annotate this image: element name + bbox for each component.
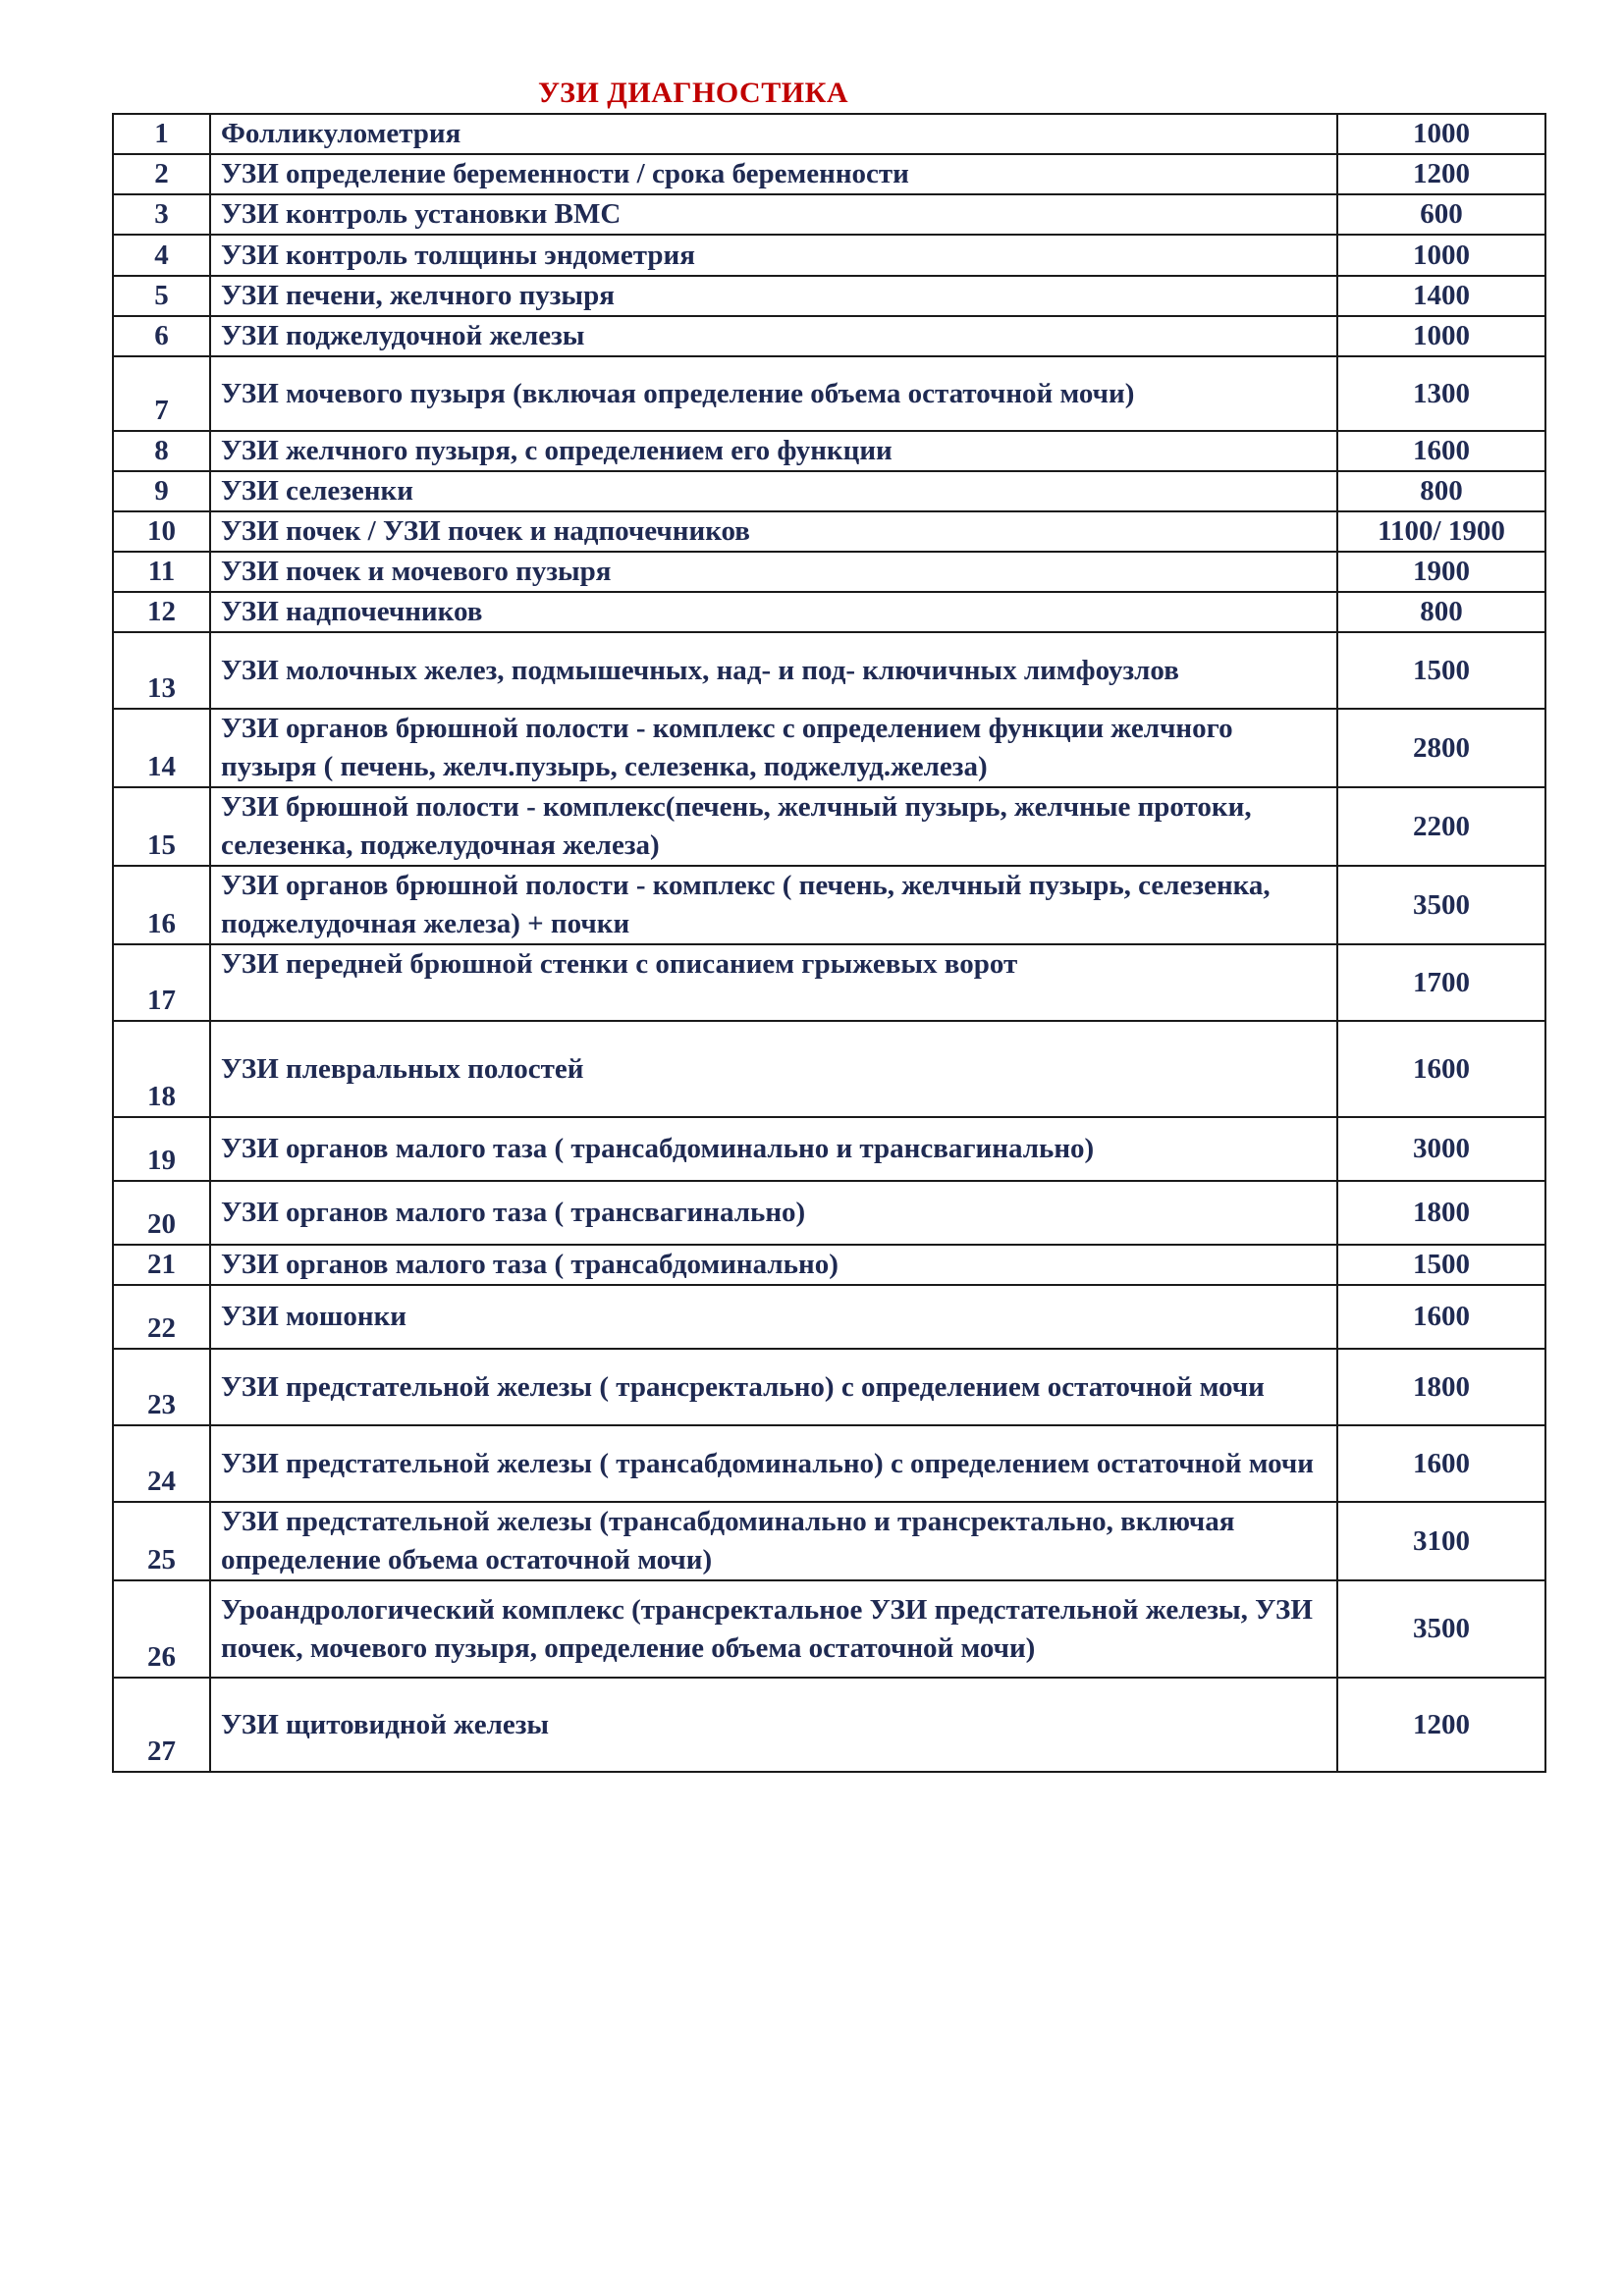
table-row — [113, 1349, 1545, 1425]
service-name: УЗИ надпочечников — [210, 592, 1337, 632]
table-row — [113, 1245, 1545, 1285]
service-name: УЗИ мошонки — [210, 1285, 1337, 1349]
service-price: 1100/ 1900 — [1337, 511, 1545, 552]
row-number: 3 — [113, 194, 210, 235]
table-row — [113, 114, 1545, 154]
service-price: 3100 — [1337, 1502, 1545, 1580]
table-row — [113, 1181, 1545, 1245]
table-row — [113, 194, 1545, 235]
table-row — [113, 787, 1545, 866]
service-price: 3500 — [1337, 1580, 1545, 1678]
table-row — [113, 1117, 1545, 1181]
service-price: 1200 — [1337, 154, 1545, 194]
table-row — [113, 431, 1545, 471]
service-name: УЗИ предстательной железы ( трансректально) с определением остаточной мочи — [210, 1349, 1337, 1425]
service-price: 1900 — [1337, 552, 1545, 592]
service-name: УЗИ щитовидной железы — [210, 1678, 1337, 1772]
service-name: УЗИ предстательной железы (трансабдоминально и трансректально, включая определение объема остаточной мочи) — [210, 1502, 1337, 1580]
row-number: 4 — [113, 235, 210, 276]
table-row — [113, 1580, 1545, 1678]
table-row — [113, 154, 1545, 194]
row-number: 18 — [113, 1021, 210, 1117]
service-price: 1700 — [1337, 944, 1545, 1021]
price-table-body — [113, 114, 1545, 1772]
row-number: 9 — [113, 471, 210, 511]
table-row — [113, 276, 1545, 316]
row-number: 23 — [113, 1349, 210, 1425]
row-number: 1 — [113, 114, 210, 154]
service-name: Фолликулометрия — [210, 114, 1337, 154]
service-price: 800 — [1337, 471, 1545, 511]
row-number: 26 — [113, 1580, 210, 1678]
service-price: 1800 — [1337, 1181, 1545, 1245]
service-name: УЗИ молочных желез, подмышечных, над- и под- ключичных лимфоузлов — [210, 632, 1337, 709]
service-name: УЗИ поджелудочной железы — [210, 316, 1337, 356]
row-number: 8 — [113, 431, 210, 471]
service-name: УЗИ контроль толщины эндометрия — [210, 235, 1337, 276]
row-number: 10 — [113, 511, 210, 552]
service-price: 1500 — [1337, 632, 1545, 709]
row-number: 14 — [113, 709, 210, 787]
table-row — [113, 1021, 1545, 1117]
table-row — [113, 235, 1545, 276]
service-name: УЗИ брюшной полости - комплекс(печень, желчный пузырь, желчные протоки, селезенка, поджелудочная железа) — [210, 787, 1337, 866]
row-number: 24 — [113, 1425, 210, 1502]
service-price: 1500 — [1337, 1245, 1545, 1285]
table-row — [113, 356, 1545, 431]
service-name: УЗИ мочевого пузыря (включая определение объема остаточной мочи) — [210, 356, 1337, 431]
table-row — [113, 866, 1545, 944]
service-name: УЗИ передней брюшной стенки с описанием грыжевых ворот — [210, 944, 1337, 1021]
table-row — [113, 944, 1545, 1021]
service-name: УЗИ селезенки — [210, 471, 1337, 511]
table-row — [113, 1425, 1545, 1502]
row-number: 13 — [113, 632, 210, 709]
service-price: 1000 — [1337, 235, 1545, 276]
row-number: 6 — [113, 316, 210, 356]
service-price: 1200 — [1337, 1678, 1545, 1772]
service-name: УЗИ плевральных полостей — [210, 1021, 1337, 1117]
table-row — [113, 1502, 1545, 1580]
service-name: Уроандрологический комплекс (трансректальное УЗИ предстательной железы, УЗИ почек, мочевого пузыря, определение объема остаточной мочи) — [210, 1580, 1337, 1678]
service-name: УЗИ почек / УЗИ почек и надпочечников — [210, 511, 1337, 552]
service-name: УЗИ органов малого таза ( трансвагинально) — [210, 1181, 1337, 1245]
service-price: 1800 — [1337, 1349, 1545, 1425]
service-price: 1600 — [1337, 1285, 1545, 1349]
service-price: 1000 — [1337, 114, 1545, 154]
service-price: 600 — [1337, 194, 1545, 235]
service-price: 3000 — [1337, 1117, 1545, 1181]
service-name: УЗИ печени, желчного пузыря — [210, 276, 1337, 316]
page-title: УЗИ ДИАГНОСТИКА — [538, 77, 848, 109]
service-name: УЗИ органов малого таза ( трансабдоминально) — [210, 1245, 1337, 1285]
table-row — [113, 1285, 1545, 1349]
service-price: 3500 — [1337, 866, 1545, 944]
service-price: 800 — [1337, 592, 1545, 632]
service-name: УЗИ почек и мочевого пузыря — [210, 552, 1337, 592]
row-number: 22 — [113, 1285, 210, 1349]
service-price: 1400 — [1337, 276, 1545, 316]
table-row — [113, 316, 1545, 356]
row-number: 27 — [113, 1678, 210, 1772]
service-name: УЗИ определение беременности / срока беременности — [210, 154, 1337, 194]
service-name: УЗИ предстательной железы ( трансабдоминально) с определением остаточной мочи — [210, 1425, 1337, 1502]
table-row — [113, 592, 1545, 632]
service-price: 2800 — [1337, 709, 1545, 787]
table-row — [113, 552, 1545, 592]
table-row — [113, 632, 1545, 709]
row-number: 11 — [113, 552, 210, 592]
service-price: 1600 — [1337, 431, 1545, 471]
row-number: 20 — [113, 1181, 210, 1245]
service-name: УЗИ желчного пузыря, с определением его функции — [210, 431, 1337, 471]
row-number: 12 — [113, 592, 210, 632]
service-name: УЗИ органов малого таза ( трансабдоминально и трансвагинально) — [210, 1117, 1337, 1181]
row-number: 7 — [113, 356, 210, 431]
table-row — [113, 1678, 1545, 1772]
service-price: 1300 — [1337, 356, 1545, 431]
service-price: 1600 — [1337, 1425, 1545, 1502]
table-row — [113, 709, 1545, 787]
service-name: УЗИ органов брюшной полости - комплекс ( печень, желчный пузырь, селезенка, поджелудочная железа) + почки — [210, 866, 1337, 944]
table-row — [113, 471, 1545, 511]
price-table — [112, 113, 1546, 1773]
row-number: 19 — [113, 1117, 210, 1181]
row-number: 17 — [113, 944, 210, 1021]
service-price: 1600 — [1337, 1021, 1545, 1117]
service-price: 1000 — [1337, 316, 1545, 356]
service-price: 2200 — [1337, 787, 1545, 866]
row-number: 16 — [113, 866, 210, 944]
service-name: УЗИ контроль установки ВМС — [210, 194, 1337, 235]
row-number: 25 — [113, 1502, 210, 1580]
row-number: 5 — [113, 276, 210, 316]
row-number: 15 — [113, 787, 210, 866]
row-number: 2 — [113, 154, 210, 194]
table-row — [113, 511, 1545, 552]
service-name: УЗИ органов брюшной полости - комплекс с определением функции желчного пузыря ( печень, желч.пузырь, селезенка, поджелуд.железа) — [210, 709, 1337, 787]
row-number: 21 — [113, 1245, 210, 1285]
